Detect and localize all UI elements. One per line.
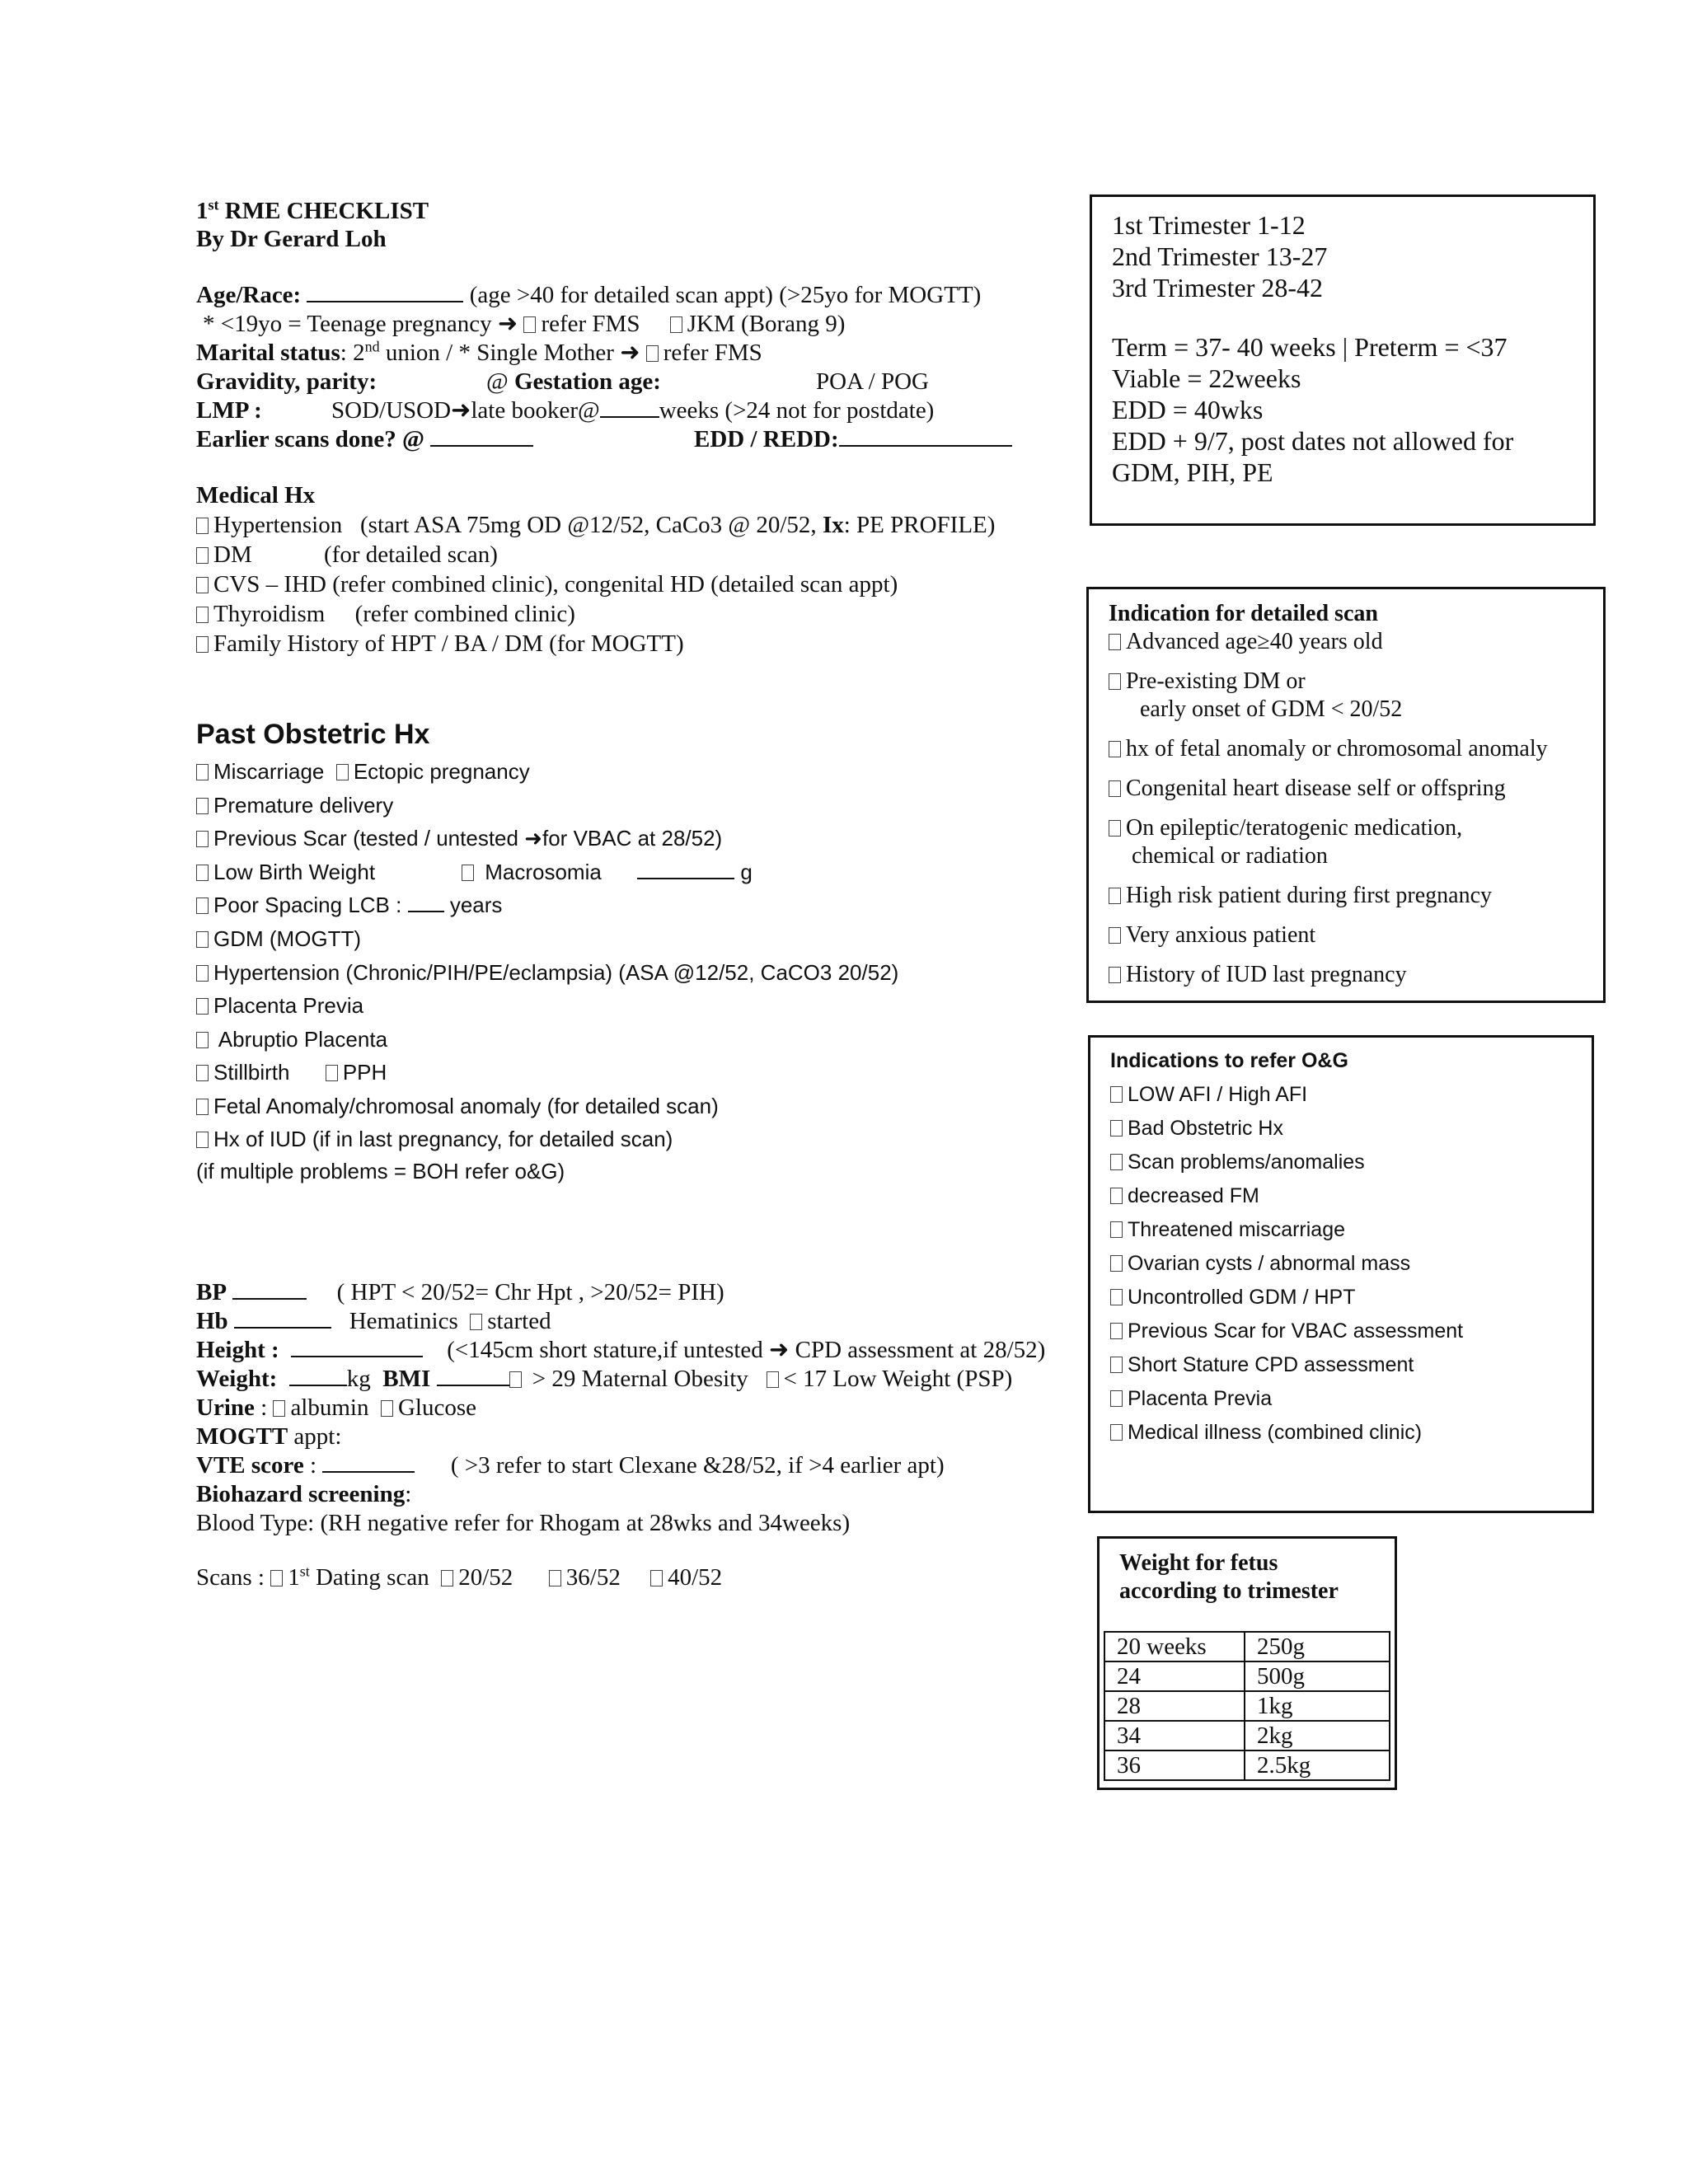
- checkbox[interactable]: [196, 965, 209, 982]
- height-field[interactable]: [291, 1338, 423, 1357]
- table-cell-weight: 500g: [1245, 1661, 1390, 1691]
- detailed-scan-heading: Indication for detailed scan: [1109, 601, 1378, 626]
- table-row: [1104, 1721, 1390, 1750]
- detailed-scan-item: hx of fetal anomaly or chromosomal anomaly: [1109, 736, 1548, 762]
- checkbox[interactable]: [1110, 1154, 1123, 1170]
- obst-item-gdm: GDM (MOGTT): [196, 927, 361, 952]
- checkbox[interactable]: [1110, 1323, 1123, 1339]
- detailed-scan-item-cont: chemical or radiation: [1132, 843, 1328, 869]
- bp-field[interactable]: [232, 1280, 307, 1300]
- checkbox[interactable]: [196, 764, 209, 780]
- gestation-row: @ Gestation age:: [486, 368, 661, 395]
- table-cell-week: 34: [1104, 1721, 1245, 1750]
- poa-pog: POA / POG: [816, 368, 929, 395]
- refer-og-item: Short Stature CPD assessment: [1110, 1353, 1414, 1377]
- detailed-scan-item: On epileptic/teratogenic medication,: [1109, 815, 1462, 841]
- refer-og-item: Scan problems/anomalies: [1110, 1151, 1365, 1174]
- checkbox[interactable]: [196, 518, 209, 534]
- table-cell-weight: 250g: [1245, 1632, 1390, 1661]
- edd-postdate-line: EDD + 9/7, post dates not allowed for: [1112, 426, 1514, 456]
- obst-item-iud: Hx of IUD (if in last pregnancy, for detailed scan): [196, 1127, 673, 1152]
- obst-item-fetal-anomaly: Fetal Anomaly/chromosal anomaly (for detailed scan): [196, 1094, 719, 1119]
- checkbox[interactable]: [1109, 888, 1121, 904]
- checkbox[interactable]: [196, 607, 209, 623]
- fetal-weight-heading: Weight for fetus: [1119, 1550, 1278, 1576]
- bp-row: BP ( HPT < 20/52= Chr Hpt , >20/52= PIH): [196, 1279, 724, 1305]
- macrosomia-field[interactable]: [637, 861, 734, 879]
- term-line: Term = 37- 40 weeks | Preterm = <37: [1112, 332, 1507, 362]
- table-cell-weight: 1kg: [1245, 1691, 1390, 1721]
- checkbox[interactable]: [1109, 780, 1121, 797]
- checkbox[interactable]: [767, 1371, 779, 1388]
- arrow-right-icon: ➜: [620, 340, 640, 366]
- medical-hx-heading: Medical Hx: [196, 482, 316, 509]
- lmp-row: SOD/USOD➜late booker@ weeks (>24 not for postdate): [331, 397, 935, 424]
- refer-og-item: Previous Scar for VBAC assessment: [1110, 1319, 1463, 1343]
- hb-field[interactable]: [234, 1309, 331, 1329]
- checkbox[interactable]: [646, 345, 659, 362]
- detailed-scan-item: History of IUD last pregnancy: [1109, 962, 1407, 988]
- obst-item-previous-scar: Previous Scar (tested / untested ➜for VBAC at 28/52): [196, 827, 722, 851]
- refer-og-item: LOW AFI / High AFI: [1110, 1083, 1307, 1107]
- earlier-scans-row: Earlier scans done? @: [196, 426, 533, 453]
- checkbox[interactable]: [1110, 1188, 1123, 1204]
- arrow-right-icon: ➜: [524, 826, 542, 851]
- author: By Dr Gerard Loh: [196, 226, 387, 252]
- refer-og-item: Threatened miscarriage: [1110, 1218, 1345, 1242]
- checkbox[interactable]: [196, 1032, 209, 1048]
- checkbox[interactable]: [196, 831, 209, 847]
- medical-item-thyroid: Thyroidism (refer combined clinic): [196, 601, 575, 628]
- checkbox[interactable]: [523, 316, 536, 333]
- past-obstetric-heading: Past Obstetric Hx: [196, 719, 430, 750]
- refer-og-box: [1088, 1035, 1594, 1513]
- checkbox[interactable]: [1109, 967, 1121, 983]
- checkbox[interactable]: [549, 1570, 561, 1586]
- age-race-row: Age/Race: (age >40 for detailed scan appt) (>25yo for MOGTT): [196, 282, 982, 308]
- table-cell-week: 24: [1104, 1661, 1245, 1691]
- checkbox[interactable]: [1109, 634, 1121, 650]
- table-row: [1104, 1750, 1390, 1780]
- weight-field[interactable]: [289, 1366, 347, 1386]
- checkbox[interactable]: [196, 577, 209, 593]
- urine-row: Urine : albumin Glucose: [196, 1394, 477, 1421]
- checkbox[interactable]: [1109, 673, 1121, 690]
- table-cell-weight: 2kg: [1245, 1721, 1390, 1750]
- obst-item-hypertension: Hypertension (Chronic/PIH/PE/eclampsia) (ASA @12/52, CaCO3 20/52): [196, 961, 898, 986]
- mogtt-row: MOGTT appt:: [196, 1423, 342, 1450]
- fetal-weight-table: [1104, 1631, 1390, 1781]
- page-title: 1st RME CHECKLIST: [196, 196, 429, 224]
- edd-line: EDD = 40wks: [1112, 395, 1264, 424]
- obst-item-poor-spacing: Poor Spacing LCB : years: [196, 893, 502, 918]
- height-row: Height : (<145cm short stature,if untested ➜ CPD assessment at 28/52): [196, 1337, 1046, 1363]
- trimester-line: 2nd Trimester 13-27: [1112, 241, 1328, 271]
- medical-item-hypertension: Hypertension (start ASA 75mg OD @12/52, CaCo3 @ 20/52, Ix: PE PROFILE): [196, 512, 995, 539]
- checkbox[interactable]: [270, 1570, 283, 1586]
- arrow-right-icon: ➜: [769, 1337, 790, 1363]
- checkbox[interactable]: [1110, 1120, 1123, 1137]
- earlier-scans-field[interactable]: [430, 427, 533, 447]
- teen-row: * <19yo = Teenage pregnancy ➜ refer FMS JKM (Borang 9): [203, 311, 846, 337]
- checkbox[interactable]: [1109, 927, 1121, 944]
- vte-row: VTE score : ( >3 refer to start Clexane &28/52, if >4 earlier apt): [196, 1452, 945, 1479]
- hb-row: Hb Hematinics started: [196, 1308, 551, 1334]
- vte-field[interactable]: [322, 1453, 415, 1473]
- checkbox[interactable]: [196, 636, 209, 653]
- arrow-right-icon: ➜: [451, 397, 471, 424]
- viable-line: Viable = 22weeks: [1112, 363, 1301, 393]
- obst-item-premature: Premature delivery: [196, 794, 393, 818]
- obst-item-abruptio: Abruptio Placenta: [196, 1028, 387, 1052]
- detailed-scan-item: Pre-existing DM or: [1109, 668, 1306, 695]
- fetal-weight-heading: according to trimester: [1119, 1578, 1339, 1604]
- arrow-right-icon: ➜: [497, 311, 518, 337]
- checkbox[interactable]: [381, 1400, 393, 1417]
- medical-item-family-history: Family History of HPT / BA / DM (for MOGTT): [196, 630, 684, 658]
- checkbox[interactable]: [196, 1065, 209, 1081]
- checkbox[interactable]: [196, 865, 209, 881]
- obst-item-macrosomia: Macrosomia g: [462, 860, 753, 885]
- refer-og-item: Medical illness (combined clinic): [1110, 1421, 1422, 1445]
- checkbox[interactable]: [1110, 1255, 1123, 1272]
- obst-item-low-birth-weight: Low Birth Weight: [196, 860, 375, 885]
- blood-type-row: Blood Type: (RH negative refer for Rhogam at 28wks and 34weeks): [196, 1510, 851, 1536]
- checkbox[interactable]: [1110, 1424, 1123, 1441]
- checkbox[interactable]: [1110, 1086, 1123, 1103]
- checkbox[interactable]: [196, 1099, 209, 1115]
- checkbox[interactable]: [1110, 1221, 1123, 1238]
- table-cell-week: 20 weeks: [1104, 1632, 1245, 1661]
- weeks-field[interactable]: [600, 398, 659, 418]
- refer-og-item: Placenta Previa: [1110, 1387, 1272, 1411]
- checkbox[interactable]: [670, 316, 682, 333]
- checkbox[interactable]: [196, 798, 209, 814]
- medical-item-dm: DM: [196, 541, 252, 569]
- medical-item-cvs: CVS – IHD (refer combined clinic), congenital HD (detailed scan appt): [196, 571, 898, 598]
- obst-item-stillbirth: Stillbirth PPH: [196, 1061, 387, 1085]
- table-cell-weight: 2.5kg: [1245, 1750, 1390, 1780]
- gravidity-row: Gravidity, parity:: [196, 368, 377, 395]
- checkbox[interactable]: [470, 1314, 482, 1330]
- refer-og-item: Bad Obstetric Hx: [1110, 1117, 1283, 1141]
- refer-og-heading: Indications to refer O&G: [1110, 1049, 1348, 1072]
- fetal-weight-box: [1097, 1536, 1397, 1790]
- lcb-field[interactable]: [408, 894, 444, 912]
- checkbox[interactable]: [509, 1371, 522, 1388]
- table-row: [1104, 1691, 1390, 1721]
- table-row: [1104, 1632, 1390, 1661]
- checkbox[interactable]: [650, 1570, 663, 1586]
- checkbox[interactable]: [326, 1065, 338, 1081]
- checkbox[interactable]: [1109, 741, 1121, 757]
- refer-og-item: decreased FM: [1110, 1184, 1259, 1208]
- biohazard-row: Biohazard screening:: [196, 1481, 412, 1507]
- checkbox[interactable]: [196, 1132, 209, 1148]
- age-race-field[interactable]: [307, 283, 463, 302]
- obst-item-miscarriage: Miscarriage Ectopic pregnancy: [196, 760, 530, 785]
- refer-og-item: Uncontrolled GDM / HPT: [1110, 1286, 1355, 1310]
- edd-row: EDD / REDD:: [694, 426, 1012, 453]
- checkbox[interactable]: [196, 998, 209, 1015]
- lmp-label: LMP :: [196, 397, 262, 424]
- checkbox[interactable]: [1110, 1390, 1123, 1407]
- checkbox[interactable]: [462, 865, 474, 881]
- detailed-scan-item: Congenital heart disease self or offspring: [1109, 776, 1506, 802]
- detailed-scan-item: Very anxious patient: [1109, 922, 1315, 949]
- edd-field[interactable]: [839, 427, 1012, 447]
- refer-og-item: Ovarian cysts / abnormal mass: [1110, 1252, 1410, 1276]
- trimester-box: [1090, 194, 1596, 526]
- table-row: [1104, 1661, 1390, 1691]
- checkbox[interactable]: [1110, 1357, 1123, 1373]
- detailed-scan-box: [1086, 587, 1606, 1003]
- checkbox[interactable]: [196, 898, 209, 914]
- checkbox[interactable]: [273, 1400, 285, 1417]
- medical-item-dm-note: (for detailed scan): [324, 541, 498, 568]
- bmi-field[interactable]: [437, 1366, 509, 1386]
- checkbox[interactable]: [1110, 1289, 1123, 1305]
- trimester-line: 3rd Trimester 28-42: [1112, 273, 1323, 302]
- checkbox[interactable]: [196, 547, 209, 564]
- edd-postdate-line: GDM, PIH, PE: [1112, 457, 1273, 487]
- trimester-line: 1st Trimester 1-12: [1112, 210, 1306, 240]
- marital-row: Marital status: 2nd union / * Single Mother ➜ refer FMS: [196, 338, 762, 366]
- detailed-scan-item: High risk patient during first pregnancy: [1109, 883, 1492, 909]
- checkbox[interactable]: [336, 764, 349, 780]
- checkbox[interactable]: [1109, 820, 1121, 837]
- table-cell-week: 28: [1104, 1691, 1245, 1721]
- obst-note-boh: (if multiple problems = BOH refer o&G): [196, 1159, 565, 1183]
- weight-row: Weight: kg BMI > 29 Maternal Obesity < 17 Low Weight (PSP): [196, 1366, 1013, 1392]
- obst-item-placenta-previa: Placenta Previa: [196, 994, 363, 1019]
- detailed-scan-item: Advanced age≥40 years old: [1109, 629, 1383, 655]
- detailed-scan-item-cont: early onset of GDM < 20/52: [1140, 696, 1403, 722]
- table-cell-week: 36: [1104, 1750, 1245, 1780]
- checkbox[interactable]: [196, 931, 209, 948]
- scans-row: Scans : 1st Dating scan 20/52 36/52 40/52: [196, 1563, 723, 1591]
- checkbox[interactable]: [441, 1570, 453, 1586]
